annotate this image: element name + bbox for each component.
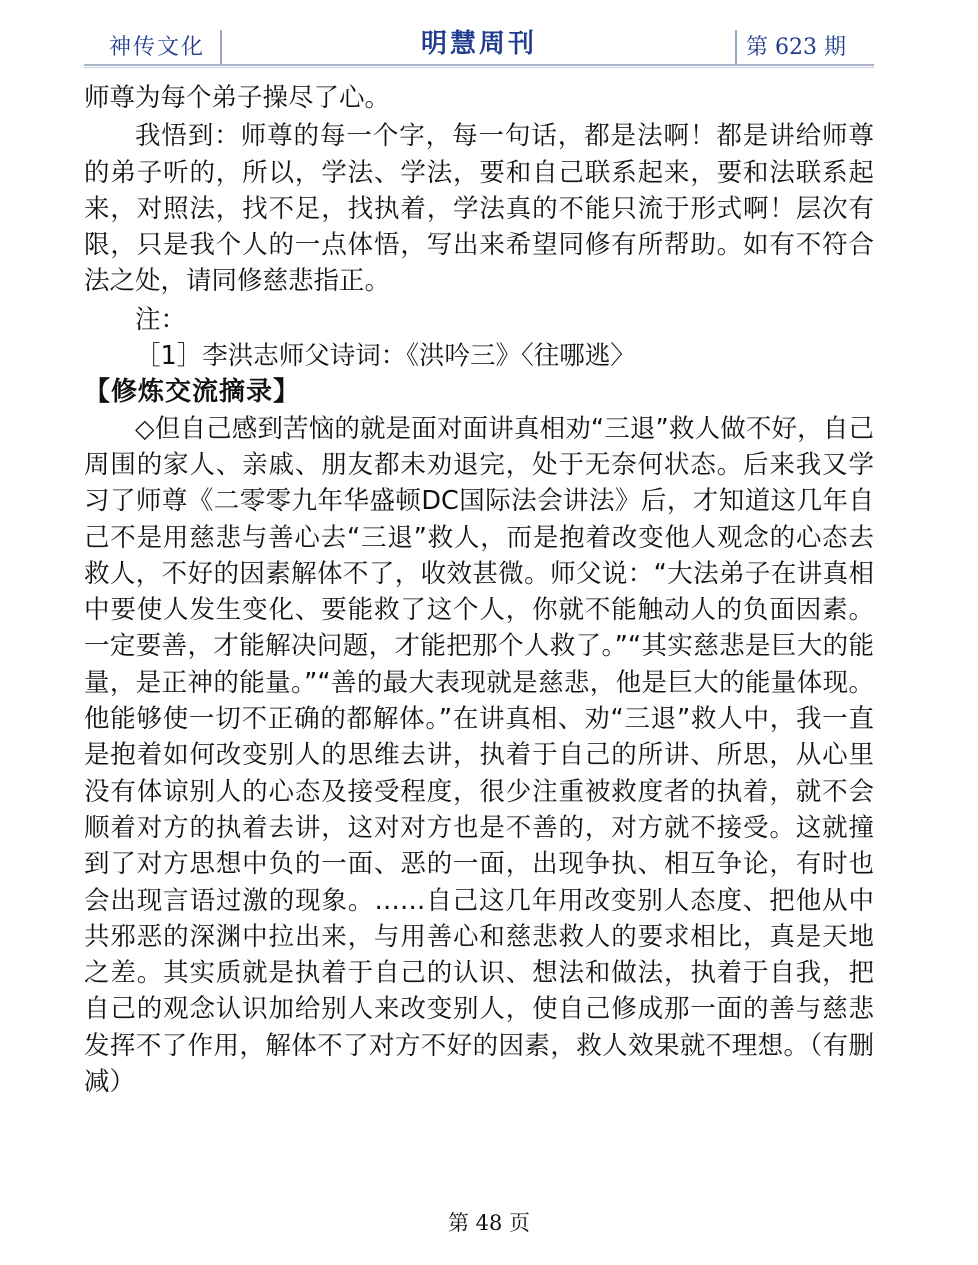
paragraph-continued: 师尊为每个弟子操尽了心。 [84, 83, 391, 113]
article-body [84, 80, 874, 1100]
header-divider-right [735, 30, 737, 64]
header-section-name: 神传文化 [109, 35, 206, 60]
header-rule [84, 64, 874, 66]
excerpt-paragraph: ◇但自己感到苦恼的就是面对面讲真相劝“三退”救人做不好，自己周围的家人、亲戚、朋友都未劝退完，处于无奈何状态。后来我又学习了师尊《二零零九年华盛顿DC国际法会讲法》后，才知道这几年自己不是用慈悲与善心去“三退”救人，而是抱着改变他人观念的心态去救人，不好的因素解体不了，收效甚微。师父说：“大法弟子在讲真相中要使人发生变化、要能救了这个人，你就不能触动人的负面因素。一定要善，才能解决问题，才能把那个人救了。”“其实慈悲是巨大的能量，是正神的能量。”“善的最大表现就是慈悲，他是巨大的能量体现。他能够使一切不正确的都解体。”在讲真相、劝“三退”救人中，我一直是抱着如何改变别人的思维去讲，执着于自己的所讲、所思，从心里没有体谅别人的心态及接受程度，很少注重被救度者的执着，就不会顺着对方的执着去讲，这对对方也是不善的，对方就不接受。这就撞到了对方思想中负的一面、恶的一面，出现争执、相互争论，有时也会出现言语过激的现象。……自己这几年用改变别人态度、把他从中共邪恶的深渊中拉出来，与用善心和慈悲救人的要求相比，真是天地之差。其实质就是执着于自己的认识、想法和做法，执着于自我，把自己的观念认识加给别人来改变别人，使自己修成那一面的善与慈悲发挥不了作用，解体不了对方不好的因素，救人效果就不理想。（有删减） [84, 413, 874, 1098]
page-header [84, 24, 874, 70]
header-divider-left [220, 30, 222, 64]
page-number: 第 48 页 [447, 1211, 531, 1235]
note-label: 注： [135, 304, 187, 335]
header-publication-title: 明慧周刊 [420, 29, 537, 59]
header-rule-thin [84, 67, 874, 68]
header-issue-number: 第 623 期 [746, 35, 846, 60]
paragraph-realization: 我悟到：师尊的每一个字，每一句话，都是法啊！都是讲给师尊的弟子听的，所以，学法、学法，要和自己联系起来，要和法联系起来，对照法，找不足，找执着，学法真的不能只流于形式啊！层次有限，只是我个人的一点体悟，写出来希望同修有所帮助。如有不符合法之处，请同修慈悲指正。 [84, 121, 874, 297]
section-heading: 【修炼交流摘录】 [84, 377, 301, 408]
note-item: ［1］李洪志师父诗词：《洪吟三》〈往哪逃〉 [135, 341, 636, 372]
